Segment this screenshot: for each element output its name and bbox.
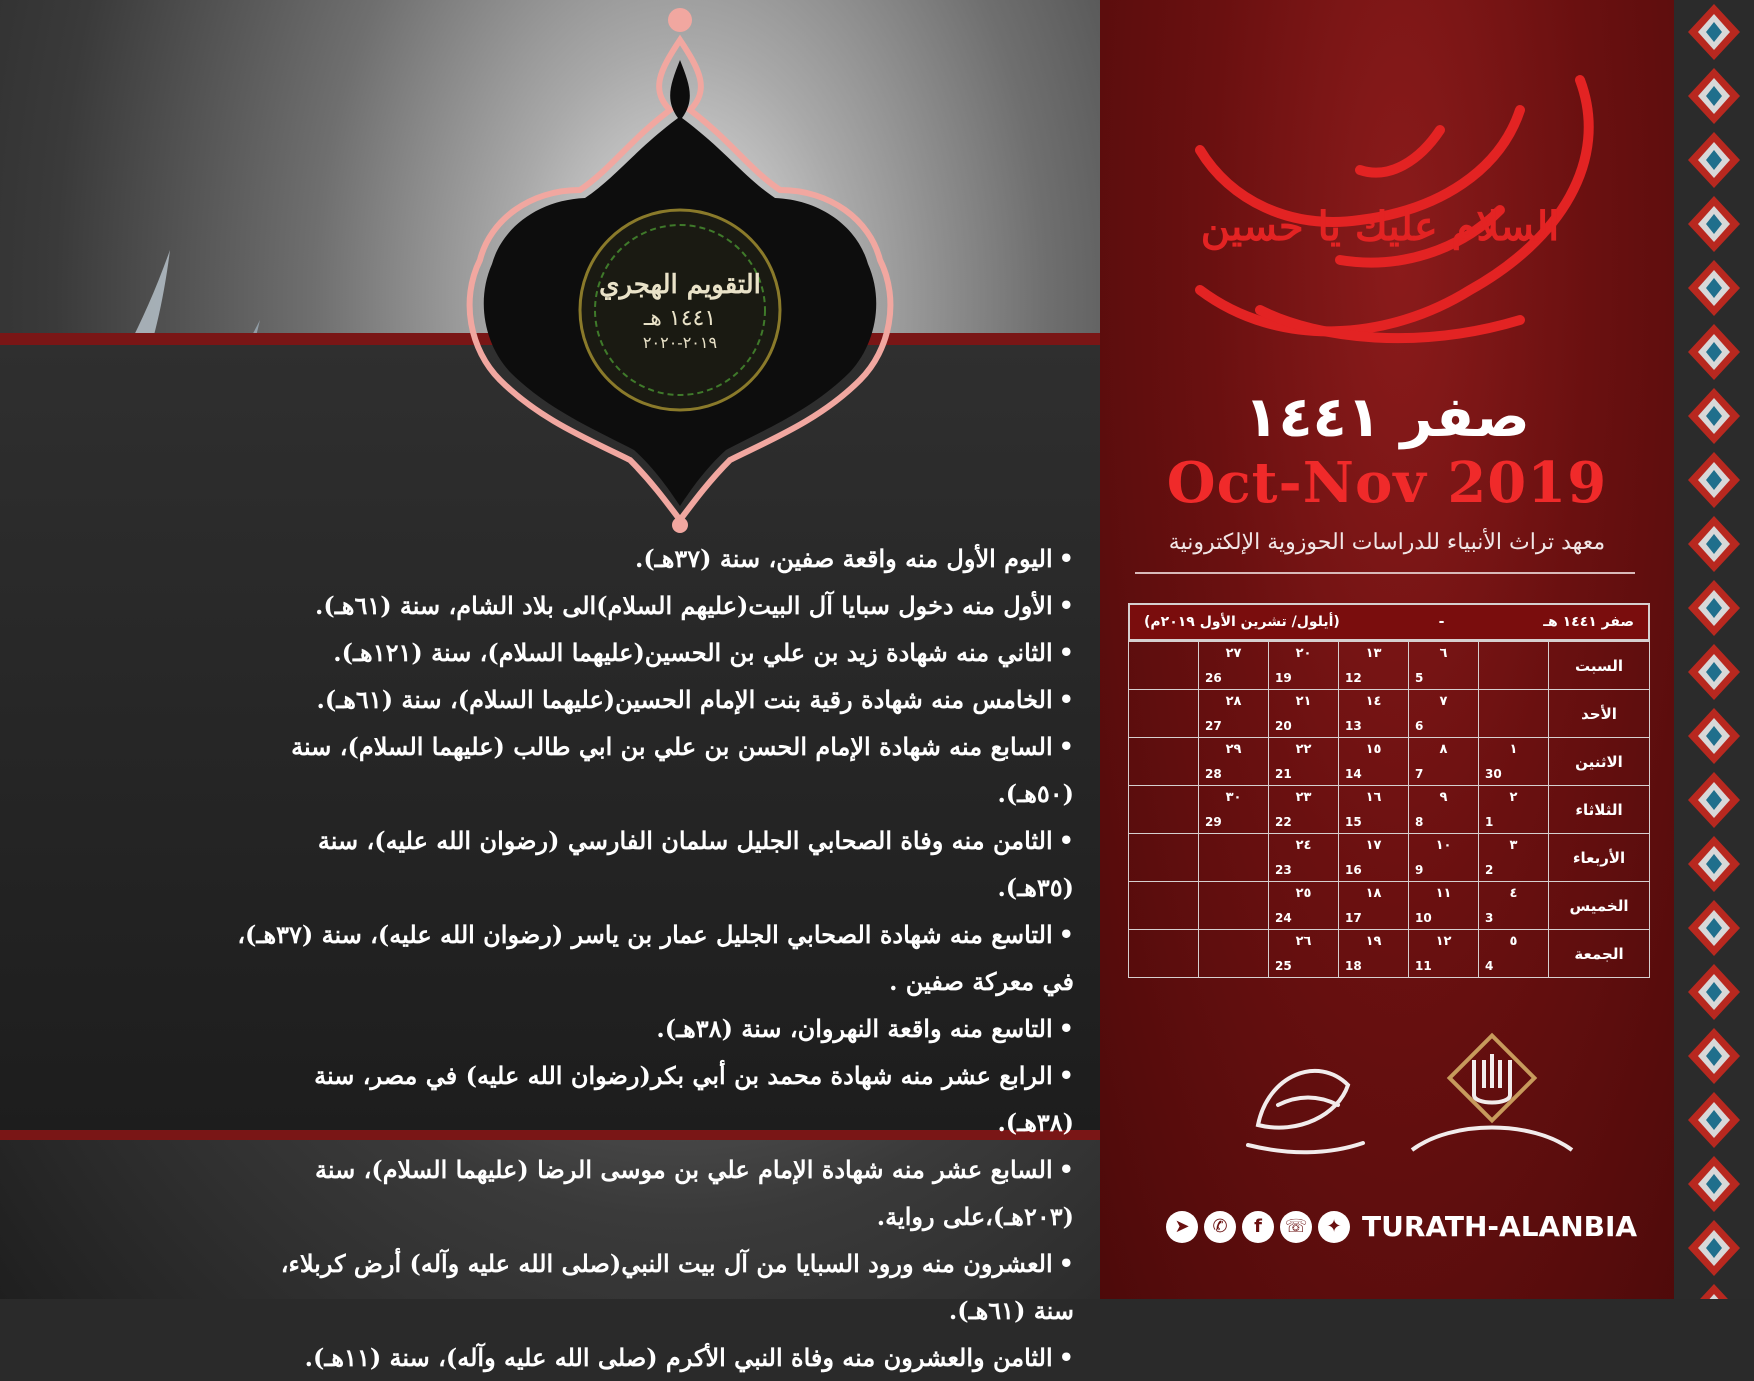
twitter-icon[interactable]: ✦ <box>1318 1211 1350 1243</box>
gregorian-date: 22 <box>1275 815 1292 829</box>
gregorian-date: 24 <box>1275 911 1292 925</box>
gregorian-date: 14 <box>1345 767 1362 781</box>
event-text: الرابع عشر منه شهادة محمد بن أبي بكر(رضوان الله عليه) في مصر، سنة (٣٨هـ). <box>314 1061 1074 1137</box>
event-text: التاسع منه شهادة الصحابي الجليل عمار بن ياسر (رضوان الله عليه)، سنة (٣٧هـ)، في معركة صفين . <box>237 920 1074 996</box>
calendar-row <box>1129 738 1650 786</box>
hijri-date: ٢٥ <box>1295 886 1312 901</box>
gregorian-title: Oct-Nov 2019 <box>1166 450 1608 516</box>
medallion-year-hijri: ١٤٤١ هـ <box>643 306 717 331</box>
hijri-date: ٢٢ <box>1295 742 1312 757</box>
bullet-icon: • <box>1058 826 1074 855</box>
bullet-icon: • <box>1058 1249 1074 1278</box>
events-list <box>234 535 1074 1381</box>
calendar-cell <box>1479 738 1549 786</box>
event-text: السابع منه شهادة الإمام الحسن بن علي بن ابي طالب (عليهما السلام)، سنة (٥٠هـ). <box>291 732 1074 808</box>
bullet-icon: • <box>1058 685 1074 714</box>
calendar-cell <box>1339 738 1409 786</box>
calendar-cell <box>1129 834 1199 882</box>
gregorian-date: 15 <box>1345 815 1362 829</box>
hijri-date: ٢٩ <box>1225 742 1242 757</box>
gregorian-date: 6 <box>1415 719 1424 733</box>
calendar-header-gregorian: (أيلول/ تشرين الأول ٢٠١٩م) <box>1144 614 1340 630</box>
gregorian-date: 20 <box>1275 719 1292 733</box>
gregorian-date: 13 <box>1345 719 1362 733</box>
hijri-date: ٧ <box>1439 694 1448 709</box>
hijri-date: ١٩ <box>1365 934 1382 949</box>
bullet-icon: • <box>1058 1061 1074 1090</box>
hijri-date: ٢٤ <box>1295 838 1312 853</box>
hijri-date: ١٤ <box>1365 694 1382 709</box>
gregorian-date: 4 <box>1485 959 1494 973</box>
gregorian-date: 30 <box>1485 767 1502 781</box>
gregorian-date: 1 <box>1485 815 1494 829</box>
hijri-date: ٢١ <box>1295 694 1312 709</box>
calendar-header-hijri: صفر ١٤٤١ هـ <box>1543 614 1634 630</box>
committee-logo <box>1392 1040 1592 1170</box>
calendar-row <box>1129 882 1650 930</box>
viber-icon[interactable]: ☏ <box>1280 1211 1312 1243</box>
weekday-label: الثلاثاء <box>1549 786 1650 834</box>
calendar-cell <box>1339 642 1409 690</box>
calendar-cell <box>1199 882 1269 930</box>
calendar-header-separator: - <box>1438 614 1445 630</box>
bullet-icon: • <box>1058 732 1074 761</box>
gregorian-date: 23 <box>1275 863 1292 877</box>
gregorian-date: 29 <box>1205 815 1222 829</box>
bullet-icon: • <box>1058 1155 1074 1184</box>
gregorian-date: 8 <box>1415 815 1424 829</box>
calendar-cell <box>1129 930 1199 978</box>
whatsapp-icon[interactable]: ✆ <box>1204 1211 1236 1243</box>
calendar-row <box>1129 930 1650 978</box>
calendar-cell <box>1269 642 1339 690</box>
telegram-icon[interactable]: ➤ <box>1166 1211 1198 1243</box>
gregorian-date: 10 <box>1415 911 1432 925</box>
event-item <box>234 911 1074 1005</box>
hijri-date: ٢٣ <box>1295 790 1312 805</box>
event-item <box>234 817 1074 911</box>
event-text: اليوم الأول منه واقعة صفين، سنة (٣٧هـ). <box>634 544 1053 573</box>
gregorian-date: 16 <box>1345 863 1362 877</box>
calendar-cell <box>1479 690 1549 738</box>
gregorian-date: 7 <box>1415 767 1424 781</box>
medallion-text <box>580 270 780 352</box>
gregorian-date: 27 <box>1205 719 1222 733</box>
event-text: الأول منه دخول سبايا آل البيت(عليهم السلام)الى بلاد الشام، سنة (٦١هـ). <box>315 591 1053 620</box>
gregorian-date: 18 <box>1345 959 1362 973</box>
event-item <box>234 723 1074 817</box>
calendar-cell <box>1129 738 1199 786</box>
hijri-date: ٦ <box>1439 646 1448 661</box>
calligraphy-text: السلام عليك يا حسين <box>1200 203 1560 250</box>
calendar-cell <box>1479 930 1549 978</box>
weekday-label: الجمعة <box>1549 930 1650 978</box>
event-text: الثاني منه شهادة زيد بن علي بن الحسين(عليهما السلام)، سنة (١٢١هـ). <box>333 638 1053 667</box>
bullet-icon: • <box>1058 591 1074 620</box>
calendar-cell <box>1339 882 1409 930</box>
hijri-date: ١٨ <box>1365 886 1382 901</box>
gregorian-date: 5 <box>1415 671 1424 685</box>
calendar-cell <box>1199 690 1269 738</box>
event-item <box>234 1052 1074 1146</box>
bullet-icon: • <box>1058 638 1074 667</box>
event-text: السابع عشر منه شهادة الإمام علي بن موسى الرضا (عليهما السلام)، سنة (٢٠٣هـ)،على رواية. <box>315 1155 1074 1231</box>
calendar-cell <box>1479 882 1549 930</box>
weekday-label: الأحد <box>1549 690 1650 738</box>
event-text: الخامس منه شهادة رقية بنت الإمام الحسين(عليهما السلام)، سنة (٦١هـ). <box>316 685 1053 714</box>
calendar-cell <box>1199 642 1269 690</box>
event-item <box>234 1334 1074 1381</box>
event-item <box>234 676 1074 723</box>
medallion-year-greg: ٢٠١٩-٢٠٢٠ <box>642 333 718 352</box>
calendar-cell <box>1339 690 1409 738</box>
pattern-border <box>1674 0 1754 1299</box>
calendar-header <box>1128 603 1650 641</box>
hijri-date: ١٣ <box>1365 646 1382 661</box>
event-text: العشرون منه ورود السبايا من آل بيت النبي(صلى الله عليه وآله) أرض كربلاء، سنة (٦١هـ). <box>280 1249 1074 1325</box>
event-item <box>234 535 1074 582</box>
hijri-date: ٢٧ <box>1225 646 1242 661</box>
gregorian-date: 11 <box>1415 959 1432 973</box>
gregorian-date: 25 <box>1275 959 1292 973</box>
bullet-icon: • <box>1058 920 1074 949</box>
calendar-grid <box>1128 641 1650 978</box>
calendar-row <box>1129 690 1650 738</box>
gregorian-date: 17 <box>1345 911 1362 925</box>
calendar-cell <box>1199 738 1269 786</box>
calendar-cell <box>1269 786 1339 834</box>
hijri-date: ١٠ <box>1435 838 1452 853</box>
calendar-cell <box>1129 882 1199 930</box>
event-text: الثامن منه وفاة الصحابي الجليل سلمان الفارسي (رضوان الله عليه)، سنة (٣٥هـ). <box>317 826 1074 902</box>
calendar-cell <box>1409 930 1479 978</box>
event-item <box>234 1146 1074 1240</box>
hijri-date: ٢٠ <box>1295 646 1312 661</box>
calendar-table <box>1128 603 1650 978</box>
calendar-cell <box>1199 834 1269 882</box>
hijri-date: ٣ <box>1509 838 1518 853</box>
hijri-date: ٨ <box>1439 742 1448 757</box>
calendar-cell <box>1479 834 1549 882</box>
social-bar <box>1166 1210 1637 1243</box>
month-title: صفر ١٤٤١ <box>1244 385 1530 450</box>
calendar-cell <box>1129 786 1199 834</box>
institute-underline <box>1135 572 1635 574</box>
gregorian-date: 28 <box>1205 767 1222 781</box>
gregorian-date: 21 <box>1275 767 1292 781</box>
weekday-label: السبت <box>1549 642 1650 690</box>
calendar-cell <box>1409 738 1479 786</box>
bullet-icon: • <box>1058 1014 1074 1043</box>
hijri-date: ٣٠ <box>1225 790 1242 805</box>
event-item <box>234 629 1074 676</box>
calendar-cell <box>1269 930 1339 978</box>
events-list-container <box>234 535 1074 1381</box>
calendar-row <box>1129 786 1650 834</box>
calendar-row <box>1129 834 1650 882</box>
calendar-cell <box>1479 642 1549 690</box>
pattern-border-art <box>1674 0 1754 1299</box>
hijri-date: ٢ <box>1509 790 1518 805</box>
calendar-cell <box>1339 930 1409 978</box>
calendar-cell <box>1409 834 1479 882</box>
calendar-cell <box>1409 690 1479 738</box>
social-handle[interactable]: TURATH-ALANBIA <box>1362 1210 1638 1243</box>
hijri-date: ٢٦ <box>1295 934 1312 949</box>
calendar-cell <box>1409 882 1479 930</box>
hijri-date: ١٢ <box>1435 934 1452 949</box>
calendar-row <box>1129 642 1650 690</box>
hijri-date: ١ <box>1509 742 1518 757</box>
calendar-cell <box>1129 690 1199 738</box>
hijri-date: ٥ <box>1509 934 1518 949</box>
hijri-date: ٤ <box>1509 886 1518 901</box>
weekday-label: الخميس <box>1549 882 1650 930</box>
calendar-cell <box>1409 786 1479 834</box>
calendar-cell <box>1269 738 1339 786</box>
institute-name: معهد تراث الأنبياء للدراسات الحوزوية الإلكترونية <box>1168 530 1606 555</box>
hijri-date: ١٦ <box>1365 790 1382 805</box>
medallion-title: التقويم الهجري <box>599 270 761 300</box>
gregorian-date: 19 <box>1275 671 1292 685</box>
event-text: الثامن والعشرون منه وفاة النبي الأكرم (صلى الله عليه وآله)، سنة (١١هـ). <box>304 1343 1053 1372</box>
calendar-cell <box>1339 786 1409 834</box>
calendar-cell <box>1269 882 1339 930</box>
event-item <box>234 1240 1074 1334</box>
gregorian-date: 2 <box>1485 863 1494 877</box>
calendar-cell <box>1339 834 1409 882</box>
gregorian-date: 26 <box>1205 671 1222 685</box>
calendar-cell <box>1199 786 1269 834</box>
calendar-cell <box>1269 690 1339 738</box>
weekday-label: الأربعاء <box>1549 834 1650 882</box>
calendar-cell <box>1479 786 1549 834</box>
event-text: التاسع منه واقعة النهروان، سنة (٣٨هـ). <box>656 1014 1053 1043</box>
event-item <box>234 1005 1074 1052</box>
hijri-date: ١١ <box>1435 886 1452 901</box>
gregorian-date: 3 <box>1485 911 1494 925</box>
weekday-label: الاثنين <box>1549 738 1650 786</box>
bullet-icon: • <box>1058 544 1074 573</box>
calendar-cell <box>1269 834 1339 882</box>
calendar-cell <box>1129 642 1199 690</box>
hijri-date: ٩ <box>1439 790 1448 805</box>
calligraphy-art <box>1140 40 1620 380</box>
facebook-icon[interactable]: f <box>1242 1211 1274 1243</box>
gregorian-date: 9 <box>1415 863 1424 877</box>
event-item <box>234 582 1074 629</box>
gregorian-date: 12 <box>1345 671 1362 685</box>
hijri-date: ١٥ <box>1365 742 1382 757</box>
hijri-date: ٢٨ <box>1225 694 1242 709</box>
calendar-cell <box>1409 642 1479 690</box>
institute-logo <box>1228 1035 1378 1165</box>
hijri-date: ١٧ <box>1365 838 1382 853</box>
bullet-icon: • <box>1058 1343 1074 1372</box>
calendar-cell <box>1199 930 1269 978</box>
